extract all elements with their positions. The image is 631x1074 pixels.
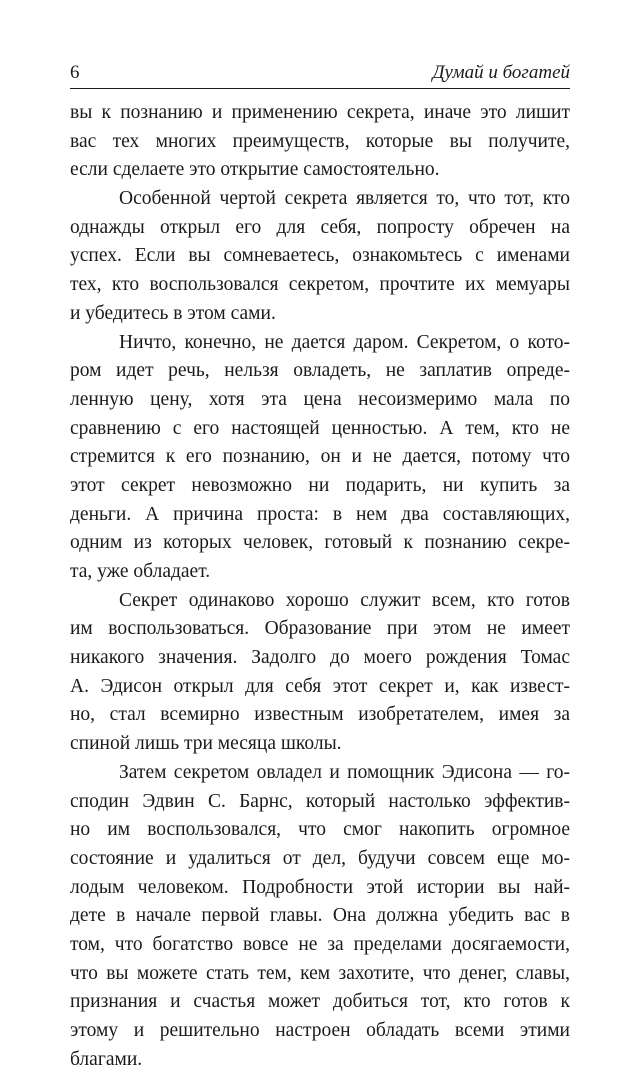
text-line: спиной лишь три месяца школы.	[70, 733, 342, 755]
text-line: стремится к его познанию, он и не дается, потому что	[70, 446, 570, 468]
text-line: вы к познанию и применению секрета, иначе это лишит	[70, 102, 570, 123]
paragraph	[70, 99, 570, 185]
text-line: одним из которых человек, готовый к познанию секре-	[70, 532, 570, 554]
paragraph	[70, 759, 570, 1074]
paragraph	[70, 185, 570, 328]
text-line: сравнению с его настоящей ценностью. А тем, кто не	[70, 417, 570, 439]
text-line: Затем секретом овладел и помощник Эдисона — го-	[119, 761, 570, 783]
text-line: им воспользоваться. Образование при этом не имеет	[70, 618, 570, 640]
text-line: лодым человеком. Подробности этой истории вы най-	[70, 876, 570, 898]
header-divider	[70, 88, 570, 89]
text-line: деньги. А причина проста: в нем два составляющих,	[70, 503, 570, 525]
text-line: Ничто, конечно, не дается даром. Секретом, о кото-	[119, 331, 570, 353]
text-line: та, уже обладает.	[70, 561, 211, 582]
text-line: что вы можете стать тем, кем захотите, что денег, славы,	[70, 962, 570, 984]
text-line: успех. Если вы сомневаетесь, ознакомьтесь с именами	[70, 245, 570, 267]
text-line: признания и счастья может добиться тот, кто готов к	[70, 991, 570, 1013]
text-line: тех, кто воспользовался секретом, прочтите их мемуары	[70, 274, 570, 296]
text-line: Секрет одинаково хорошо служит всем, кто готов	[119, 589, 570, 611]
text-line: этот секрет невозможно ни подарить, ни купить за	[70, 474, 570, 496]
text-line: благами.	[70, 1048, 143, 1070]
paragraph	[70, 329, 570, 587]
text-line: том, что богатство вовсе не за пределами досягаемости,	[70, 933, 570, 955]
book-page	[70, 0, 570, 1070]
body-text	[70, 99, 570, 1074]
text-line: этому и решительно настроен обладать всеми этими	[70, 1020, 570, 1041]
text-line: Особенной чертой секрета является то, что тот, кто	[119, 188, 570, 210]
text-line: но им воспользовался, что смог накопить огромное	[70, 819, 570, 841]
text-line: и убедитесь в этом сами.	[70, 302, 276, 324]
text-line: ленную цену, хотя эта цена несоизмеримо мала по	[70, 388, 570, 410]
text-line: но, стал всемирно известным изобретателем, имея за	[70, 704, 570, 726]
text-line: дете в начале первой главы. Она должна убедить вас в	[70, 905, 570, 927]
text-line: если сделаете это открытие самостоятельно.	[70, 159, 440, 181]
page-header	[70, 62, 570, 88]
text-line: никакого значения. Задолго до моего рождения Томас	[70, 647, 570, 669]
text-line: А. Эдисон открыл для себя этот секрет и, как извест-	[70, 675, 570, 697]
paragraph	[70, 587, 570, 759]
text-line: вас тех многих преимуществ, которые вы получите,	[70, 130, 570, 152]
text-line: ром идет речь, нельзя овладеть, не заплатив опреде-	[70, 360, 570, 382]
text-line: однажды открыл его для себя, попросту обречен на	[70, 216, 570, 238]
text-line: сподин Эдвин С. Барнс, который настолько эффектив-	[70, 790, 570, 812]
running-title: Думай и богатей	[432, 62, 570, 83]
page-number: 6	[70, 62, 80, 83]
text-line: состояние и удалиться от дел, будучи совсем еще мо-	[70, 847, 570, 869]
